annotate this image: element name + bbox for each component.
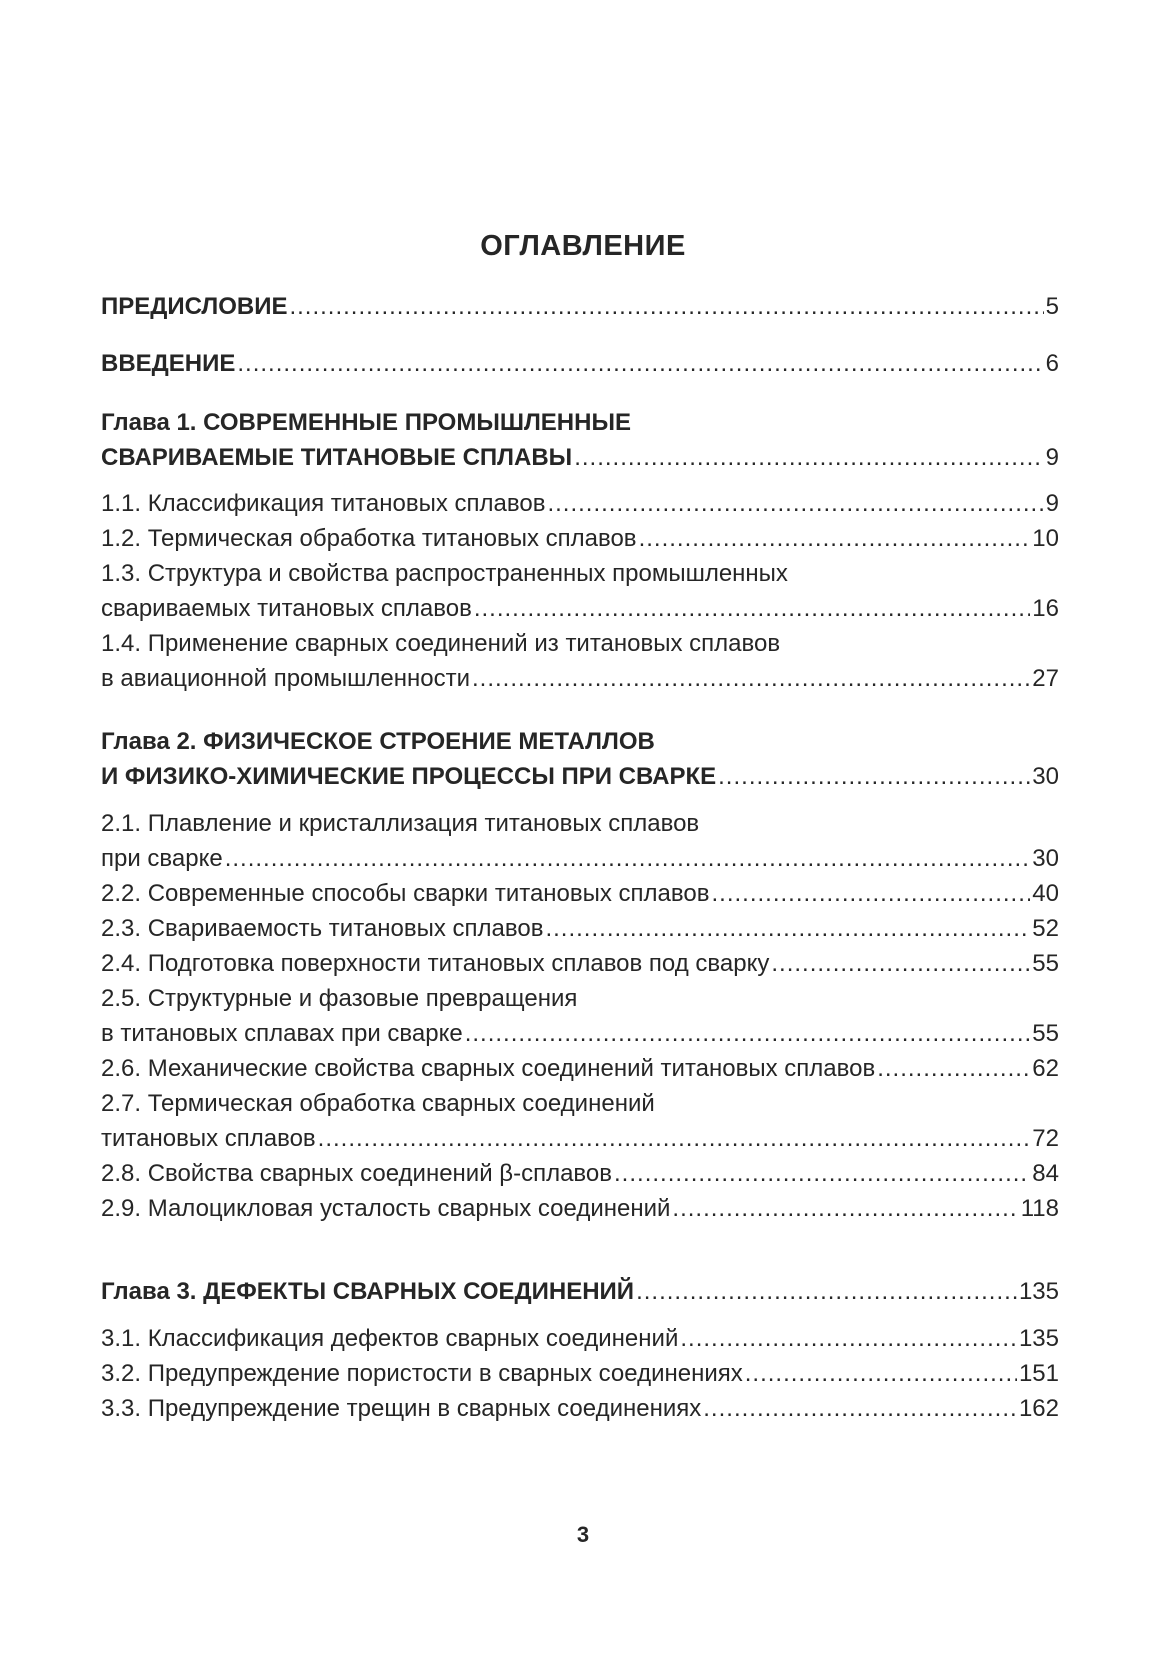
dot-leader	[474, 591, 1030, 627]
dot-leader	[745, 1356, 1017, 1392]
dot-leader	[547, 486, 1043, 522]
entry-text: 3.1. Классификация дефектов сварных соединений	[101, 1325, 679, 1352]
entry-text: 2.9. Малоцикловая усталость сварных соединений	[101, 1195, 671, 1222]
dot-leader	[877, 1051, 1030, 1087]
toc-entry-intro	[101, 346, 1059, 382]
entry-text: титановых сплавов	[101, 1125, 316, 1152]
entry-text: в авиационной промышленности	[101, 665, 470, 692]
entry-page: 27	[1032, 665, 1059, 692]
entry-text: 2.2. Современные способы сварки титановых сплавов	[101, 880, 710, 907]
entry-page: 9	[1045, 444, 1059, 471]
entry-page: 5	[1045, 293, 1059, 320]
entry-text: 2.1. Плавление и кристаллизация титановых сплавов	[101, 810, 700, 837]
dot-leader	[614, 1156, 1030, 1192]
dot-leader	[680, 1321, 1017, 1357]
entry-page: 118	[1020, 1195, 1059, 1222]
entry-text: 1.2. Термическая обработка титановых сплавов	[101, 525, 637, 552]
entry-page: 84	[1032, 1160, 1059, 1187]
chapter-heading: СВАРИВАЕМЫЕ ТИТАНОВЫЕ СПЛАВЫ	[101, 444, 573, 471]
toc-entry-2-5-line2	[101, 1016, 1059, 1052]
dot-leader	[237, 346, 1043, 382]
entry-text: 2.6. Механические свойства сварных соединений титановых сплавов	[101, 1055, 876, 1082]
toc-entry-2-5-line1	[101, 981, 1059, 1017]
toc-title: ОГЛАВЛЕНИЕ	[480, 230, 686, 262]
entry-page: 135	[1018, 1278, 1059, 1305]
toc-entry-3-2	[101, 1356, 1059, 1392]
dot-leader	[672, 1191, 1018, 1227]
toc-chapter-1-line2	[101, 440, 1059, 476]
page-number: 3	[576, 1522, 590, 1547]
dot-leader	[472, 661, 1030, 697]
toc-entry-1-3-line2	[101, 591, 1059, 627]
toc-entry-1-3-line1	[101, 556, 1059, 592]
entry-text: 2.5. Структурные и фазовые превращения	[101, 985, 578, 1012]
dot-leader	[711, 876, 1030, 912]
entry-text: ПРЕДИСЛОВИЕ	[101, 293, 288, 320]
dot-leader	[289, 289, 1043, 325]
dot-leader	[639, 521, 1031, 557]
toc-entry-preface	[101, 289, 1059, 325]
toc-entry-2-6	[101, 1051, 1059, 1087]
toc-entry-1-4-line2	[101, 661, 1059, 697]
toc-entry-2-1-line2	[101, 841, 1059, 877]
entry-page: 30	[1032, 845, 1059, 872]
entry-text: 2.8. Свойства сварных соединений β-сплавов	[101, 1160, 613, 1187]
entry-page: 16	[1032, 595, 1059, 622]
entry-page: 55	[1032, 1020, 1059, 1047]
entry-page: 55	[1032, 950, 1059, 977]
toc-chapter-1-line1	[101, 405, 1059, 441]
dot-leader	[465, 1016, 1031, 1052]
entry-text: 3.3. Предупреждение трещин в сварных соединениях	[101, 1395, 702, 1422]
entry-page: 9	[1045, 490, 1059, 517]
entry-page: 151	[1018, 1360, 1059, 1387]
dot-leader	[225, 841, 1031, 877]
toc-entry-3-1	[101, 1321, 1059, 1357]
entry-page: 135	[1018, 1325, 1059, 1352]
entry-text: 3.2. Предупреждение пористости в сварных соединениях	[101, 1360, 743, 1387]
entry-page: 162	[1018, 1395, 1059, 1422]
toc-entry-1-2	[101, 521, 1059, 557]
toc-entry-2-7-line1	[101, 1086, 1059, 1122]
chapter-heading: Глава 3. ДЕФЕКТЫ СВАРНЫХ СОЕДИНЕНИЙ	[101, 1278, 635, 1305]
entry-text: при сварке	[101, 845, 223, 872]
entry-text: в титановых сплавах при сварке	[101, 1020, 463, 1047]
dot-leader	[771, 946, 1030, 982]
dot-leader	[318, 1121, 1031, 1157]
entry-page: 72	[1032, 1125, 1059, 1152]
chapter-heading: И ФИЗИКО-ХИМИЧЕСКИЕ ПРОЦЕССЫ ПРИ СВАРКЕ	[101, 763, 717, 790]
toc-chapter-3	[101, 1274, 1059, 1310]
toc-entry-2-3	[101, 911, 1059, 947]
toc-entry-3-3	[101, 1391, 1059, 1427]
entry-text: ВВЕДЕНИЕ	[101, 350, 236, 377]
entry-page: 10	[1032, 525, 1059, 552]
entry-text: 2.3. Свариваемость титановых сплавов	[101, 915, 544, 942]
entry-text: 2.4. Подготовка поверхности титановых сплавов под сварку	[101, 950, 770, 977]
entry-text: 1.1. Классификация титановых сплавов	[101, 490, 546, 517]
dot-leader	[636, 1274, 1017, 1310]
entry-text: 2.7. Термическая обработка сварных соединений	[101, 1090, 655, 1117]
toc-entry-1-1	[101, 486, 1059, 522]
toc-entry-2-9	[101, 1191, 1059, 1227]
toc-entry-2-4	[101, 946, 1059, 982]
toc-entry-2-1-line1	[101, 806, 1059, 842]
chapter-heading: Глава 1. СОВРЕМЕННЫЕ ПРОМЫШЛЕННЫЕ	[101, 409, 631, 436]
dot-leader	[574, 440, 1043, 476]
entry-text: 1.4. Применение сварных соединений из титановых сплавов	[101, 630, 781, 657]
entry-page: 52	[1032, 915, 1059, 942]
toc-entry-2-8	[101, 1156, 1059, 1192]
toc-entry-2-2	[101, 876, 1059, 912]
entry-text: свариваемых титановых сплавов	[101, 595, 472, 622]
dot-leader	[545, 911, 1030, 947]
dot-leader	[718, 759, 1030, 795]
entry-page: 40	[1032, 880, 1059, 907]
entry-page: 30	[1032, 763, 1059, 790]
toc-entry-1-4-line1	[101, 626, 1059, 662]
entry-page: 6	[1045, 350, 1059, 377]
toc-entry-2-7-line2	[101, 1121, 1059, 1157]
toc-chapter-2-line2	[101, 759, 1059, 795]
toc-chapter-2-line1	[101, 724, 1059, 760]
entry-page: 62	[1032, 1055, 1059, 1082]
dot-leader	[703, 1391, 1017, 1427]
entry-text: 1.3. Структура и свойства распространенных промышленных	[101, 560, 788, 587]
chapter-heading: Глава 2. ФИЗИЧЕСКОЕ СТРОЕНИЕ МЕТАЛЛОВ	[101, 728, 655, 755]
